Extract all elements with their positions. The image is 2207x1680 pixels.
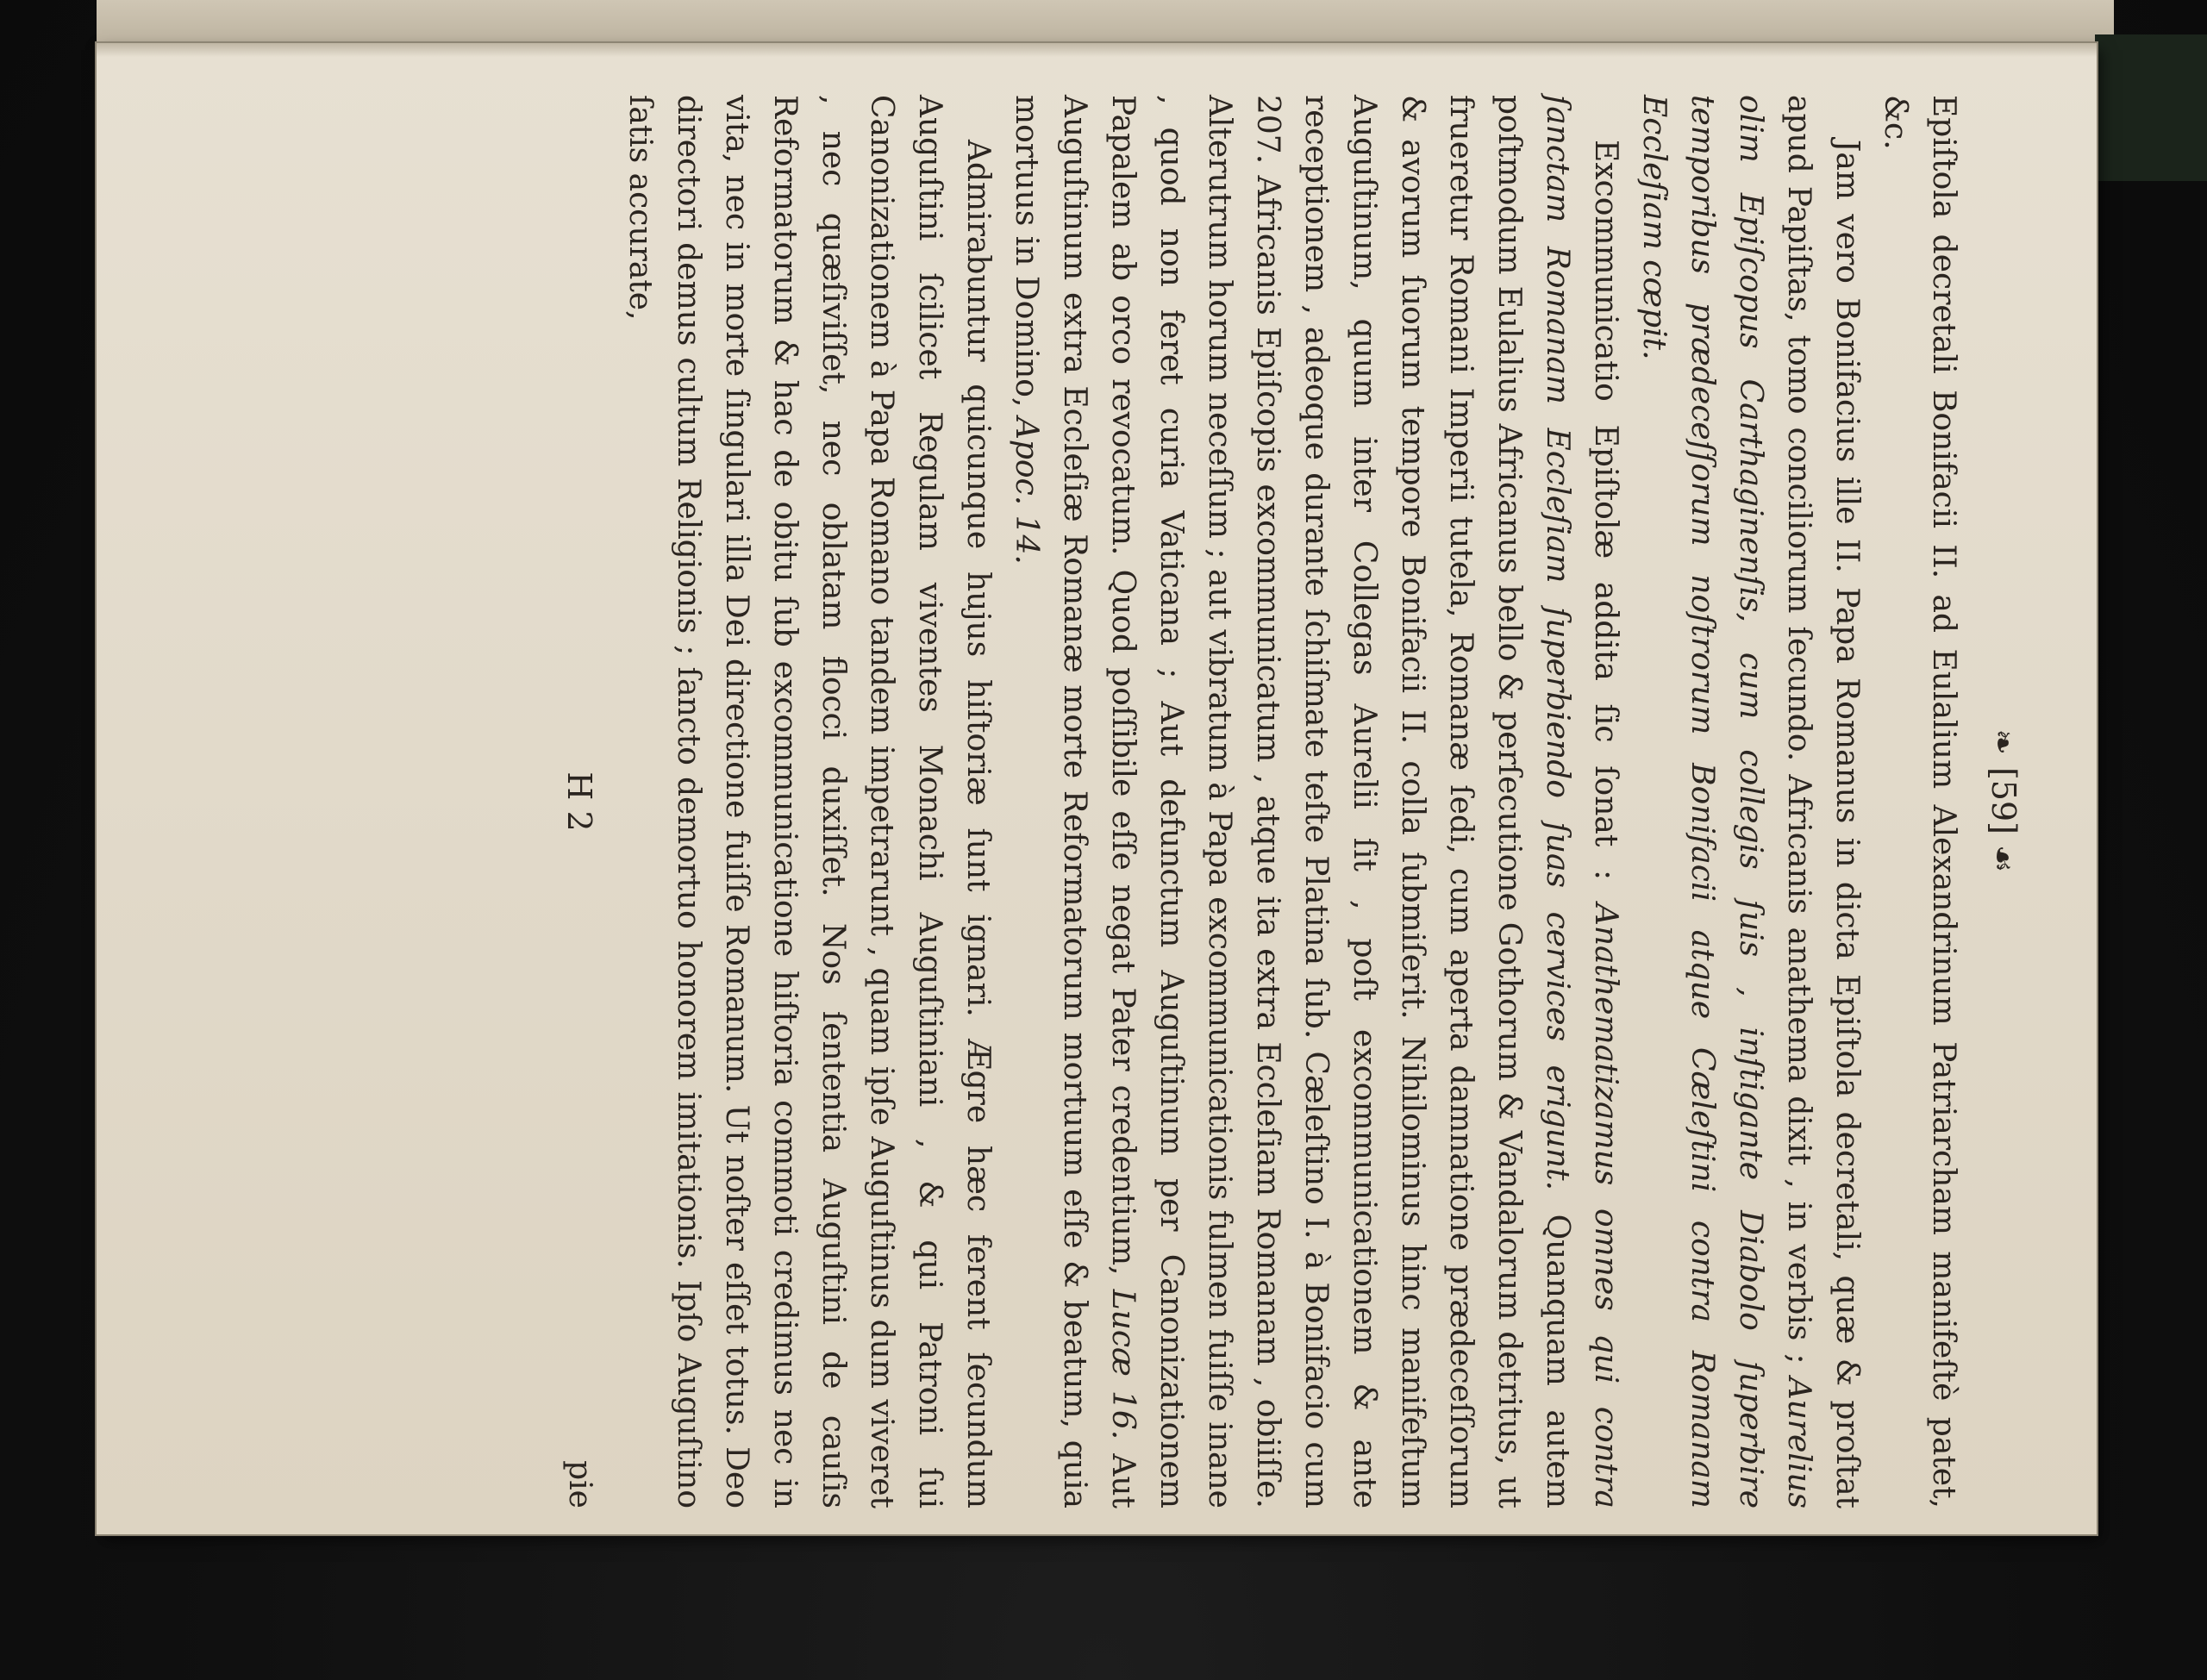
book-cover-edge: [2095, 34, 2207, 181]
ornament-left-icon: ❧: [1985, 728, 2020, 757]
scripture-reference: Lucæ 16.: [1105, 1289, 1141, 1440]
text-run: Jam vero Bonifacius ille II. Papa Romanus in dicta Epiſtola decretali, quæ & proſtat apud Papiſtas, tomo conciliorum ſecundo. Africanis anathema dixit , in verbis ;: [1781, 95, 1865, 1508]
italic-quote: Anathematizamus omnes qui contra ſanctam Romanam Eccleſiam ſuperbiendo ſuas cervices erigunt.: [1540, 95, 1623, 1508]
page-footer: [555, 95, 603, 1508]
paragraph-2: [1629, 95, 1871, 1508]
paragraph-1: [1871, 95, 1967, 1508]
text-run: Excommunicatio Epiſtolæ addita ſic ſonat :: [1588, 140, 1623, 903]
scripture-reference: Apoc. 14.: [1009, 416, 1044, 565]
paragraph-3: [1002, 95, 1629, 1508]
text-run: Quanquam autem poſtmodum Eulalius Africanus bello & perſecutione Gothorum & Vandalorum detritus, ut frueretur Romani Imperii tutela, Romanæ ſedi, cum aperta damnatione prædeceſſorum & avorum ſuorum tempore Bonifacii II. colla ſubmiſerit. Nihilominus hinc manifeſtum Auguſtinum, quum inter Collegas Aurelii ſit , poſt excommunicationem & ante receptionem , adeoque durante ſchiſmate teſte Platina ſub. Cæleſtino I. à Bonifacio cum 207. Africanis Epiſcopis excommunicatum , atque ita extra Eccleſiam Romanam , obiiſſe. Alterutrum horum neceſſum ; aut vibratum à Papa excommunicationis fulmen fuiſſe inane , quod non feret curia Vaticana ; Aut defunctum Auguſtinum per Canonizationem Papalem ab orco revocatum. Quod poſſibile eſſe negat Pater credentium,: [1105, 95, 1575, 1508]
text-run: Epiſtola decretali Bonifacii II. ad Eulalium Alexandrinum Patriarcham manifeſtè patet, &c.: [1878, 95, 1961, 1508]
text-run: Aut Auguſtinum extra Eccleſiæ Romanæ morte Reformatorum mortuum eſſe & beatum, quia mortuus in Domino,: [1009, 95, 1141, 1508]
paragraph-4: [616, 95, 1002, 1508]
page-header: [1979, 95, 2028, 1508]
book-page: [97, 43, 2097, 1534]
text-run: Admirabuntur quicunque hujus hiſtoriæ ſunt ignari. Ægre hæc ferent ſecundum Auguſtini ſcilicet Regulam viventes Monachi Auguſtiniani , & qui Patroni ſui Canonizationem à Papa Romano tandem impetrarunt , quam ipſe Auguſtinus dum viveret , nec quæſiviſſet, nec oblatam flocci duxiſſet. Nos ſententia Auguſtini de cauſis Reformatorum & hac de obitu ſub excommunicatione hiſtoria commoti credimus nec in vita, nec in morte ſingulari illa Dei directione fuiſſe Romanum. Ut noſter eſſet totus. Deo directori demus cultum Religionis ; ſancto demortuo honorem imitationis. Ipſo Auguſtino ſatis accurate,: [622, 95, 996, 1508]
page-text-rotated: [555, 95, 2028, 1508]
italic-quote: Aurelius olim Epiſcopus Carthaginenſis, cum collegis ſuis , inſtigante Diabolo ſuperbire temporibus prædeceſſorum noſtrorum Bonifacii atque Cæleſtini contra Romanam Eccleſiam cœpit.: [1636, 95, 1816, 1508]
ornament-right-icon: ☙: [1985, 845, 2020, 875]
signature-mark: H 2: [560, 771, 598, 832]
catchword: pie: [562, 1460, 597, 1508]
page-number: [59]: [1985, 766, 2023, 834]
